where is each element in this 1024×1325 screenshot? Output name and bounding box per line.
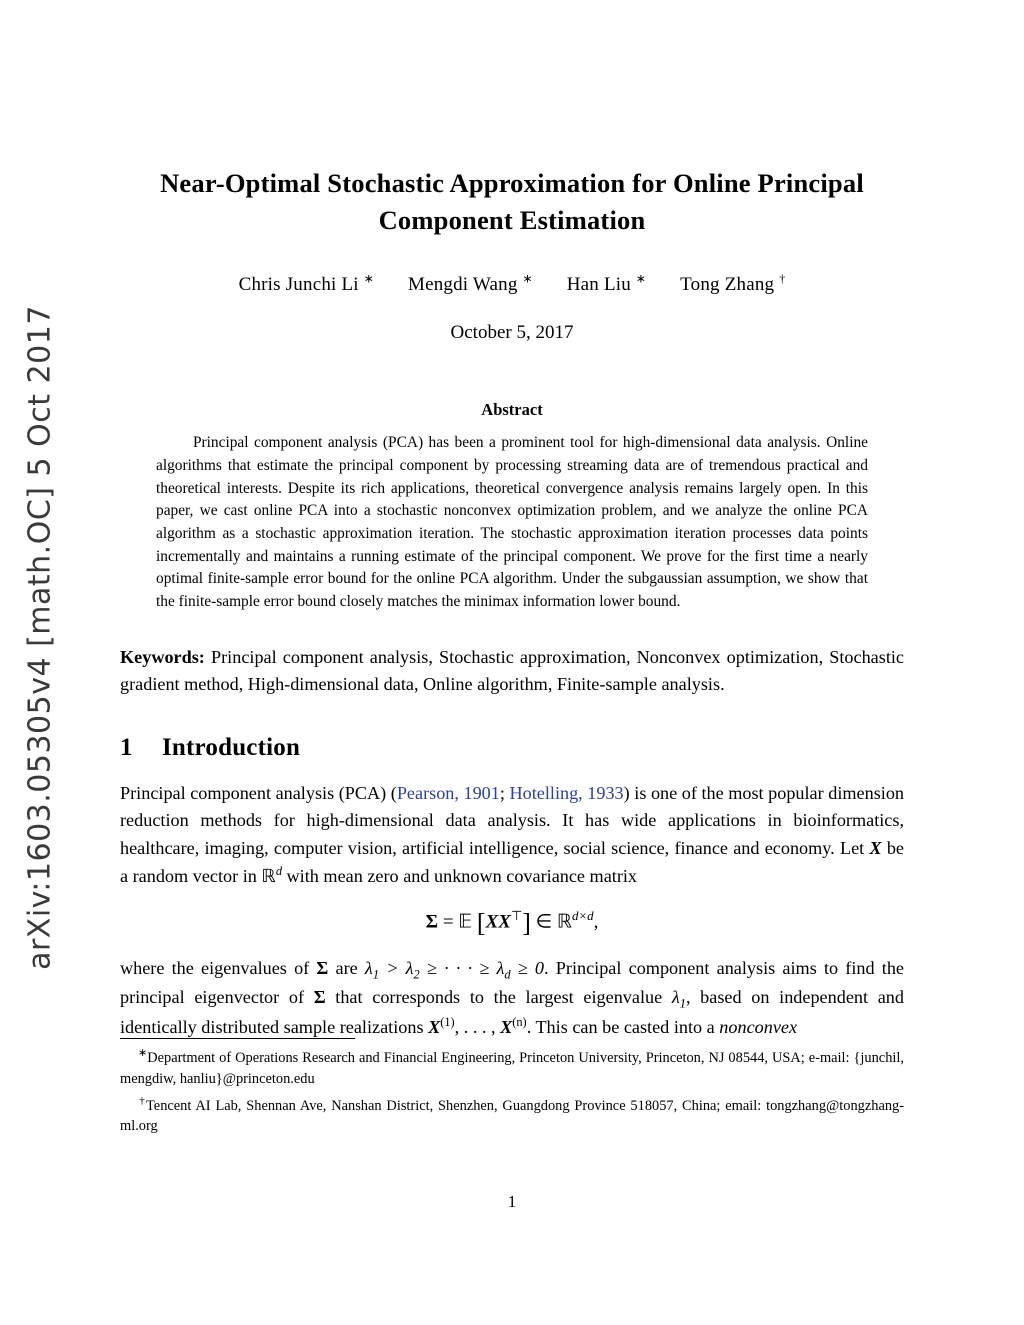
- author-2-mark: ∗: [522, 272, 533, 287]
- author-4-mark: †: [779, 272, 786, 287]
- math-sample-realizations: $X^{(1)}$, . . . , $X^{(n)}$: [428, 1015, 527, 1038]
- math-space-Rd: ℝ$^d$: [261, 864, 282, 887]
- footnote-divider: [120, 1038, 355, 1039]
- intro-text-part2: ) is one of the most popular dimension reduction methods for high-dimensional data analysis. It has wide applications in bioinformatics, healthcare, imaging, computer vision, artificial intelligence, social science, finance and economy. Let: [120, 783, 905, 858]
- math-symbol-Sigma-2: Σ: [313, 986, 326, 1007]
- keywords-text: Principal component analysis, Stochastic approximation, Nonconvex optimization, Stochastic gradient method, High-dimensional data, Online algorithm, Finite-sample analysis.: [120, 646, 905, 694]
- paper-content: [120, 165, 904, 1042]
- abstract-section: [156, 400, 868, 613]
- keywords-label: Keywords:: [120, 646, 205, 667]
- intro-text-part6: are: [328, 957, 365, 978]
- intro-text-part1: Principal component analysis (PCA) (: [120, 783, 397, 804]
- footnote-2-mark: †: [138, 1094, 147, 1107]
- abstract-text: Principal component analysis (PCA) has been a prominent tool for high-dimensional data analysis. Online algorithms that estimate the principal component by processing streaming data are of tremendous practical and theoretical interests. Despite its rich applications, theoretical convergence analysis remains largely open. In this paper, we cast online PCA into a stochastic nonconvex optimization problem, and we analyze the online PCA algorithm as a stochastic approximation iteration. The stochastic approximation iteration processes data points incrementally and maintains a running estimate of the principal component. We prove for the first time a nearly optimal finite-sample error bound for the online PCA algorithm. Under the subgaussian assumption, we show that the finite-sample error bound closely matches the minimax information lower bound.: [156, 434, 868, 610]
- intro-text-part9: , based on independent and identically distributed sample realizations: [120, 986, 904, 1038]
- section-heading-introduction: [120, 734, 904, 762]
- display-equation-covariance: Σ = 𝔼 [XX⊤] ∈ ℝ$^{d\times d}$,: [425, 908, 599, 938]
- section-title: Introduction: [162, 734, 301, 762]
- paper-date: October 5, 2017: [450, 322, 574, 344]
- math-eigenvalue-chain: $\lambda_1 > \lambda_2$ ≥ · · · ≥ $\lambda_d \ge 0$: [364, 957, 545, 982]
- author-list: [120, 272, 904, 296]
- author-3: Han Liu ∗: [566, 272, 647, 296]
- footnote-1-text: Department of Operations Research and Financial Engineering, Princeton University, Princeton, NJ 08544, USA; e-mail: {junchil, mengdiw, hanliu}@princeton.edu: [120, 1049, 904, 1087]
- intro-text-part4: with mean zero and unknown covariance matrix: [282, 866, 638, 887]
- footnote-1: [120, 1046, 904, 1090]
- page-number: 1: [507, 1192, 517, 1211]
- citation-pearson-1901[interactable]: Pearson, 1901: [396, 783, 500, 804]
- footnote-1-mark: ∗: [138, 1047, 148, 1059]
- author-3-mark: ∗: [635, 272, 647, 287]
- section-number: 1: [120, 734, 133, 762]
- math-symbol-Sigma: Σ: [316, 957, 329, 978]
- author-1: Chris Junchi Li ∗: [238, 272, 374, 296]
- citation-separator: ;: [499, 783, 510, 804]
- intro-paragraph-2: [120, 955, 904, 1042]
- keywords-line: [120, 644, 904, 699]
- intro-text-nonconvex: nonconvex: [719, 1017, 798, 1038]
- footnotes: [120, 1046, 904, 1141]
- intro-text-part10: . This can be casted into a: [526, 1017, 720, 1038]
- intro-text-part3: be a random vector in: [120, 837, 904, 887]
- author-2: Mengdi Wang ∗: [407, 272, 533, 296]
- page-title: Near-Optimal Stochastic Approximation for Online Principal Component Estimation: [160, 168, 864, 235]
- intro-text-part8: that corresponds to the largest eigenvalue: [325, 986, 672, 1007]
- author-4: Tong Zhang †: [680, 272, 786, 296]
- footnote-2-text: Tencent AI Lab, Shennan Ave, Nanshan District, Shenzhen, Guangdong Province 518057, China; email: tongzhang@tongzhang-ml.org: [120, 1097, 905, 1135]
- footnote-2: [120, 1094, 904, 1138]
- arxiv-stamp: arXiv:1603.05305v4 [math.OC] 5 Oct 2017: [22, 305, 58, 970]
- citation-hotelling-1933[interactable]: Hotelling, 1933: [509, 783, 624, 804]
- intro-text-part5: where the eigenvalues of: [120, 957, 317, 978]
- intro-text-part7: . Principal component analysis aims to find the principal eigenvector of: [120, 957, 905, 1007]
- math-lambda-1: $\lambda_1$: [671, 986, 686, 1011]
- intro-paragraph-1: [120, 780, 904, 890]
- abstract-heading: Abstract: [481, 400, 543, 420]
- author-1-mark: ∗: [363, 272, 374, 287]
- math-symbol-X: X: [869, 837, 882, 858]
